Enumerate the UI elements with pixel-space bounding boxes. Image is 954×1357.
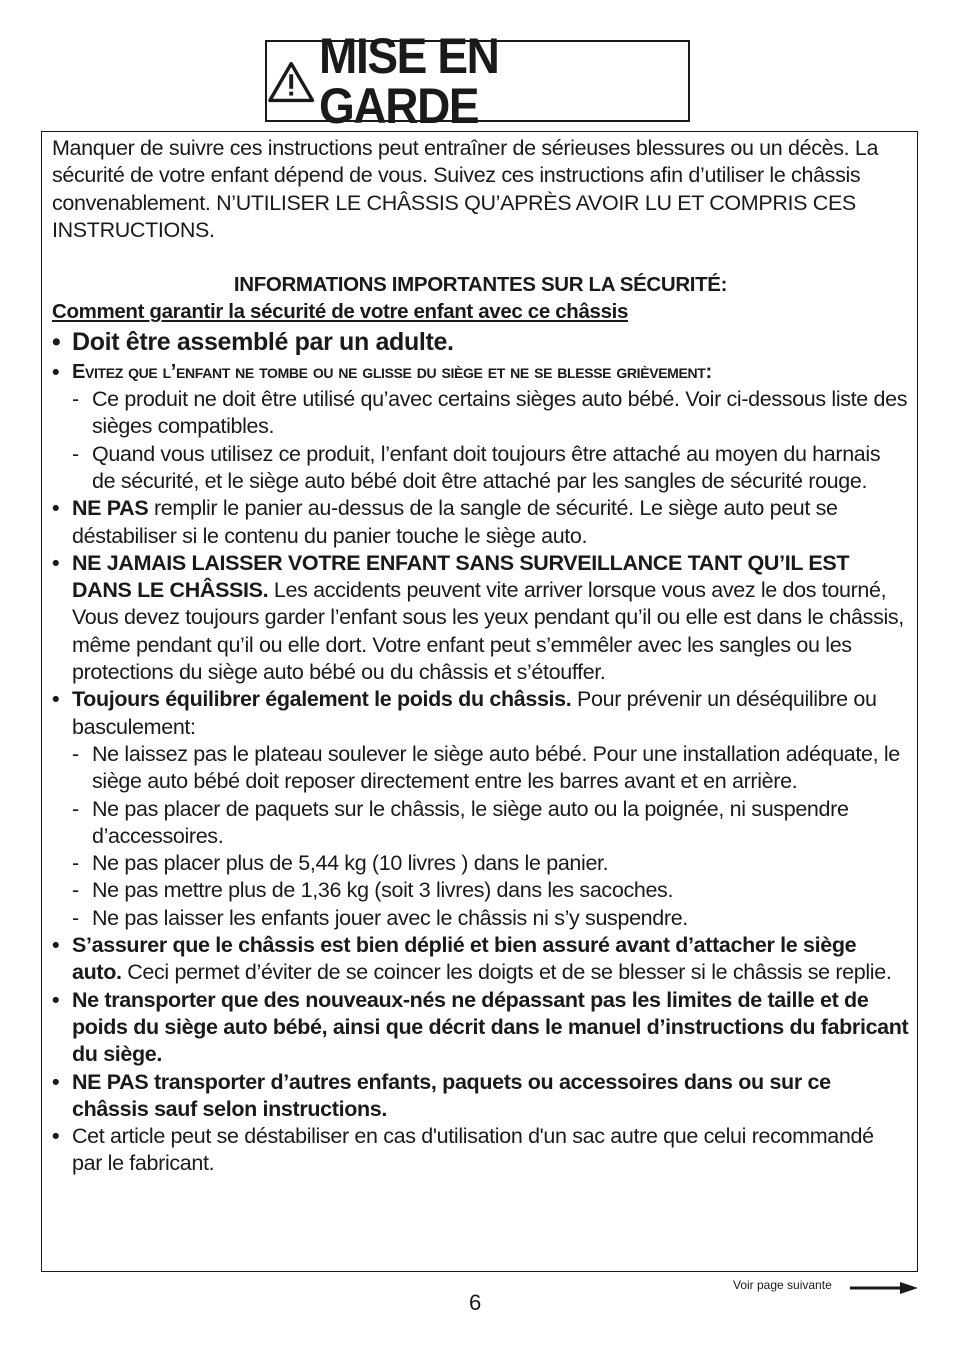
warning-triangle-icon xyxy=(267,60,315,104)
list-subitem: - Ne laissez pas le plateau soulever le siège auto bébé. Pour une installation adéquate, le siège auto bébé doit reposer directement entre les barres avant et en arrière. xyxy=(72,741,900,794)
list-item: • Evitez que l’enfant ne tombe ou ne glisse du siège et ne se blesse grièvement: xyxy=(52,359,712,384)
list-item: • NE PAS transporter d’autres enfants, paquets ou accessoires dans ou sur ce châssis sauf selon instructions. xyxy=(52,1069,831,1121)
list-subitem: - Quand vous utilisez ce produit, l’enfant doit toujours être attaché au moyen du harnais de sécurité, et le siège auto bébé doit être attaché par les sangles de sécurité rouge. xyxy=(72,441,881,493)
list-subitem: - Ne pas mettre plus de 1,36 kg (soit 3 livres) dans les sacoches. xyxy=(72,878,674,903)
list-item: • Cet article peut se déstabiliser en cas d'utilisation d'un sac autre que celui recommandé par le fabricant. xyxy=(52,1124,874,1176)
list-item: • Toujours équilibrer également le poids du châssis. Pour prévenir un déséquilibre ou basculement: xyxy=(52,687,877,739)
list-item: • S’assurer que le châssis est bien déplié et bien assuré avant d’attacher le siège auto. Ceci permet d’éviter de se coincer les doigts et de se blesser si le châssis se replie. xyxy=(52,933,892,985)
arrow-right-icon xyxy=(850,1281,918,1295)
list-subitem: - Ne pas placer plus de 5,44 kg (10 livres ) dans le panier. xyxy=(72,851,609,876)
list-subitem: - Ne pas placer de paquets sur le châssis, le siège auto ou la poignée, ni suspendre d’accessoires. xyxy=(72,796,849,848)
page-number: 6 xyxy=(469,1290,482,1315)
page-title: MISE EN GARDE xyxy=(319,28,499,134)
section-heading: INFORMATIONS IMPORTANTES SUR LA SÉCURITÉ: xyxy=(233,273,728,297)
list-item: • Doit être assemblé par un adulte. xyxy=(52,327,454,356)
intro-paragraph: Manquer de suivre ces instructions peut entraîner de sérieuses blessures ou un décès. La sécurité de votre enfant dépend de vous. Suivez ces instructions afin d’utiliser le châssis convenablement. N’UTILISER LE CHÂSSIS QU’APRÈS AVOIR LU ET COMPRIS CES INSTRUCTIONS. xyxy=(52,136,879,242)
list-item: • NE JAMAIS LAISSER VOTRE ENFANT SANS SURVEILLANCE TANT QU’IL EST DANS LE CHÂSSIS. Les accidents peuvent vite arriver lorsque vous avez le dos tourné, Vous devez toujours garder l’enfant sous les yeux pendant qu’il ou elle est dans le châssis, même pendant qu’il ou elle dort. Votre enfant peut s’emmêler avec les sangles ou les protections du siège auto bébé ou du châssis et s’étouffer. xyxy=(52,550,904,685)
warning-title-box xyxy=(265,28,690,134)
see-next-page-note: Voir page suivante xyxy=(733,1278,832,1292)
list-subitem: - Ne pas laisser les enfants jouer avec le châssis ni s’y suspendre. xyxy=(72,905,688,930)
list-subitem: - Ce produit ne doit être utilisé qu’avec certains sièges auto bébé. Voir ci-dessous liste des sièges compatibles. xyxy=(72,387,908,439)
section-subheading: Comment garantir la sécurité de votre enfant avec ce châssis xyxy=(52,300,629,324)
list-item: • Ne transporter que des nouveaux-nés ne dépassant pas les limites de taille et de poids du siège auto bébé, ainsi que décrit dans le manuel d’instructions du fabricant du siège. xyxy=(52,987,909,1067)
warning-content-box xyxy=(41,131,918,1272)
list-item: • NE PAS remplir le panier au-dessus de la sangle de sécurité. Le siège auto peut se déstabiliser si le contenu du panier touche le siège auto. xyxy=(52,496,838,548)
